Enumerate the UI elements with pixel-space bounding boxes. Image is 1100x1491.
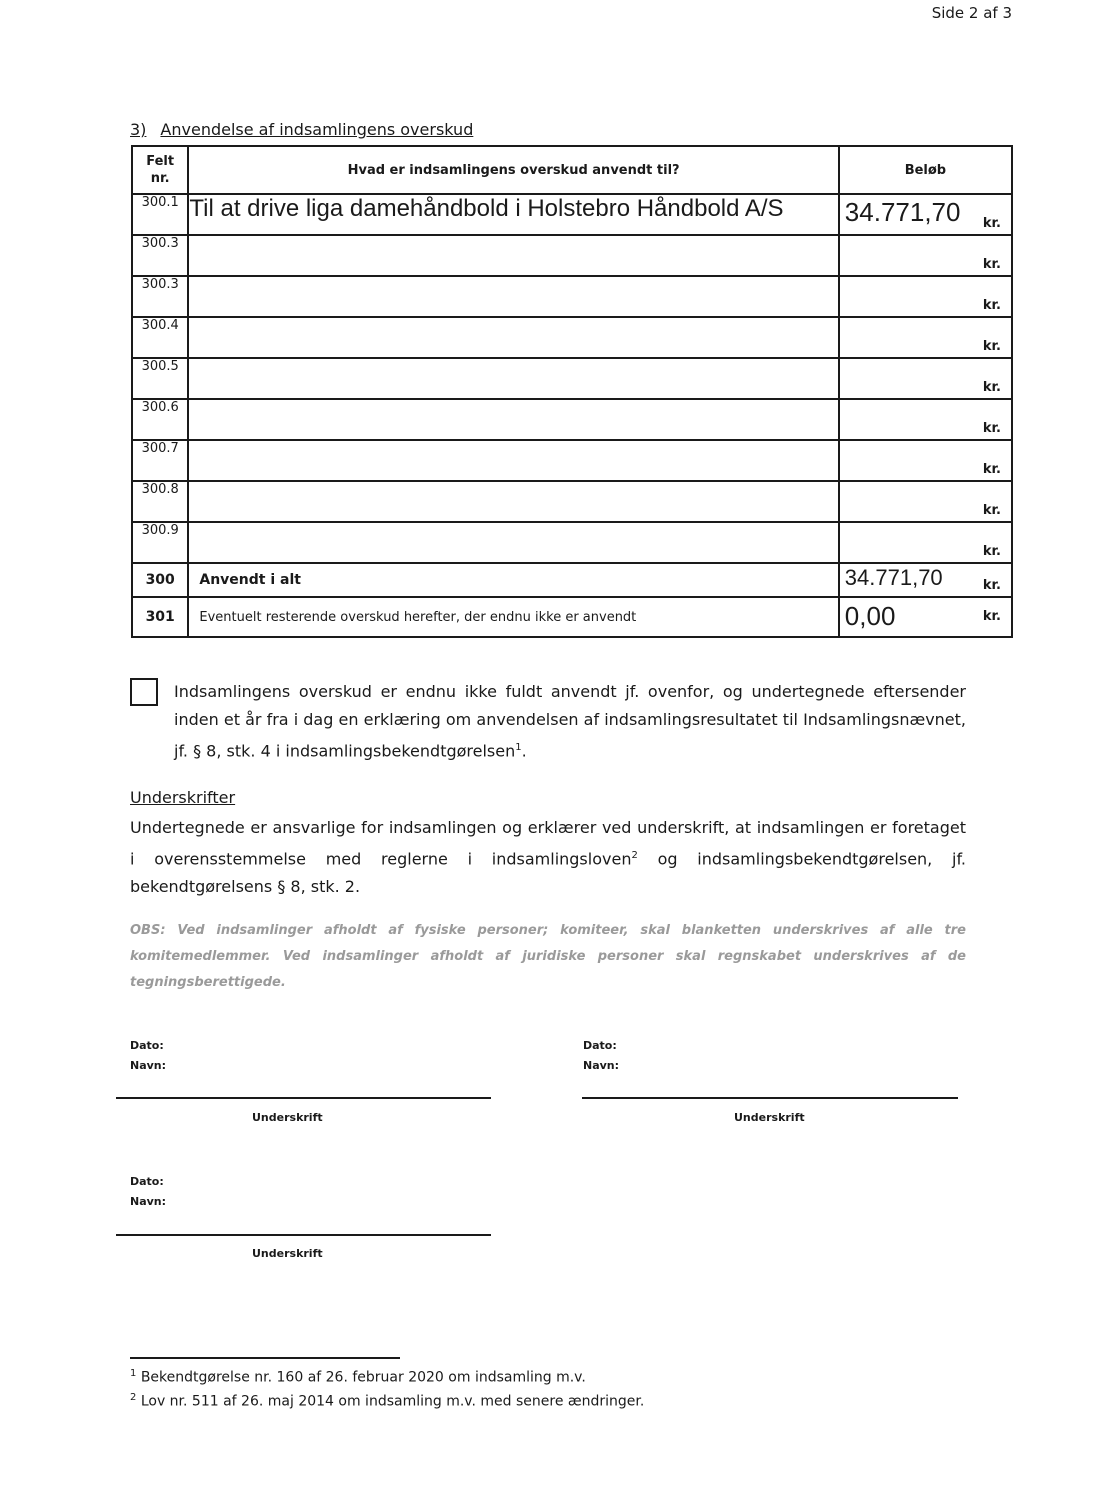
amount-field[interactable] xyxy=(839,358,1012,399)
signature-caption: Underskrift xyxy=(734,1111,805,1124)
usage-table xyxy=(131,145,1013,638)
currency-label: kr. xyxy=(982,298,1001,313)
total-row xyxy=(132,563,1012,597)
name-label: Navn: xyxy=(130,1059,167,1072)
header-description: Hvad er indsamlingens overskud anvendt til? xyxy=(188,146,838,194)
table-row xyxy=(132,399,1012,440)
description-field[interactable] xyxy=(188,522,838,563)
felt-number: 300.7 xyxy=(132,440,188,481)
remaining-amount-value: 0,00 xyxy=(844,601,896,631)
currency-label: kr. xyxy=(982,578,1001,593)
date-label: Dato: xyxy=(130,1039,164,1052)
signature-1-labels xyxy=(130,1036,166,1076)
currency-label: kr. xyxy=(982,544,1001,559)
date-label: Dato: xyxy=(130,1175,164,1188)
description-field[interactable] xyxy=(188,481,838,522)
felt-number: 300.6 xyxy=(132,399,188,440)
table-row xyxy=(132,317,1012,358)
felt-number: 300.9 xyxy=(132,522,188,563)
remaining-label: Eventuelt resterende overskud herefter, der endnu ikke er anvendt xyxy=(188,597,838,637)
table-row xyxy=(132,235,1012,276)
amount-field[interactable] xyxy=(839,399,1012,440)
section-heading xyxy=(130,120,473,139)
currency-label: kr. xyxy=(982,380,1001,395)
declaration-text: Indsamlingens overskud er endnu ikke fuldt anvendt jf. ovenfor, og undertegnede eftersender inden et år fra i dag en erklæring om anvendelsen af indsamlingsresultatet til Indsamlingsnævnet, jf. § 8, stk. 4 i indsamlingsbekendtgørelsen$^1$. xyxy=(174,682,966,761)
currency-label: kr. xyxy=(982,339,1001,354)
declaration-checkbox[interactable] xyxy=(130,678,158,706)
currency-label: kr. xyxy=(982,503,1001,518)
table-row xyxy=(132,358,1012,399)
description-field[interactable] xyxy=(188,317,838,358)
description-field[interactable] xyxy=(188,358,838,399)
remaining-amount-field[interactable] xyxy=(839,597,1012,637)
table-row xyxy=(132,194,1012,235)
table-row xyxy=(132,276,1012,317)
section-title: Anvendelse af indsamlingens overskud xyxy=(160,120,474,139)
signature-line-1[interactable] xyxy=(116,1097,491,1099)
currency-label: kr. xyxy=(982,609,1001,624)
table-row xyxy=(132,440,1012,481)
felt-number: 301 xyxy=(132,597,188,637)
felt-number: 300 xyxy=(132,563,188,597)
signatures-heading: Underskrifter xyxy=(130,788,236,807)
remaining-row xyxy=(132,597,1012,637)
felt-number: 300.4 xyxy=(132,317,188,358)
signature-caption: Underskrift xyxy=(252,1247,323,1260)
currency-label: kr. xyxy=(982,462,1001,477)
obs-note: OBS: Ved indsamlinger afholdt af fysiske personer; komiteer, skal blanketten underskrives af alle tre komitemedlemmer. Ved indsamlinger afholdt af juridiske personer skal regnskabet underskrives af de tegningsberettigede. xyxy=(130,923,966,990)
signature-3-labels xyxy=(130,1172,166,1212)
table-row xyxy=(132,481,1012,522)
total-amount-field[interactable] xyxy=(839,563,1012,597)
footnote-separator xyxy=(130,1357,400,1359)
currency-label: kr. xyxy=(982,421,1001,436)
amount-field[interactable] xyxy=(839,194,1012,235)
date-label: Dato: xyxy=(583,1039,617,1052)
amount-field[interactable] xyxy=(839,481,1012,522)
felt-number: 300.5 xyxy=(132,358,188,399)
currency-label: kr. xyxy=(982,257,1001,272)
signatures-text: Undertegnede er ansvarlige for indsamlingen og erklærer ved underskrift, at indsamlingen er foretaget i overensstemmelse med reglerne i indsamlingsloven$^2$ og indsamlingsbekendtgørelsen, jf. bekendtgørelsens § 8, stk. 2. xyxy=(130,818,967,897)
amount-field[interactable] xyxy=(839,440,1012,481)
description-field[interactable] xyxy=(188,399,838,440)
felt-number: 300.1 xyxy=(132,194,188,235)
amount-field[interactable] xyxy=(839,235,1012,276)
table-row xyxy=(132,522,1012,563)
description-field[interactable]: Til at drive liga damehåndbold i Holstebro Håndbold A/S xyxy=(188,194,838,235)
felt-number: 300.8 xyxy=(132,481,188,522)
header-amount: Beløb xyxy=(839,146,1012,194)
amount-field[interactable] xyxy=(839,522,1012,563)
signature-line-2[interactable] xyxy=(582,1097,958,1099)
footnote-1: $^1$ Bekendtgørelse nr. 160 af 26. februar 2020 om indsamling m.v. xyxy=(130,1368,586,1386)
signature-2-labels xyxy=(583,1036,619,1076)
amount-field[interactable] xyxy=(839,317,1012,358)
description-field[interactable] xyxy=(188,440,838,481)
page-number: Side 2 af 3 xyxy=(931,4,1012,22)
name-label: Navn: xyxy=(130,1195,167,1208)
amount-field[interactable] xyxy=(839,276,1012,317)
header-felt: Felt nr. xyxy=(132,146,188,194)
section-number: 3) xyxy=(130,120,147,139)
amount-value: 34.771,70 xyxy=(844,197,961,227)
description-field[interactable] xyxy=(188,235,838,276)
felt-number: 300.3 xyxy=(132,235,188,276)
total-label: Anvendt i alt xyxy=(188,563,838,597)
footnote-2: $^2$ Lov nr. 511 af 26. maj 2014 om indsamling m.v. med senere ændringer. xyxy=(130,1392,645,1410)
felt-number: 300.3 xyxy=(132,276,188,317)
name-label: Navn: xyxy=(583,1059,620,1072)
currency-label: kr. xyxy=(982,216,1001,231)
signature-line-3[interactable] xyxy=(116,1234,491,1236)
total-amount-value: 34.771,70 xyxy=(844,565,943,590)
description-field[interactable] xyxy=(188,276,838,317)
signature-caption: Underskrift xyxy=(252,1111,323,1124)
